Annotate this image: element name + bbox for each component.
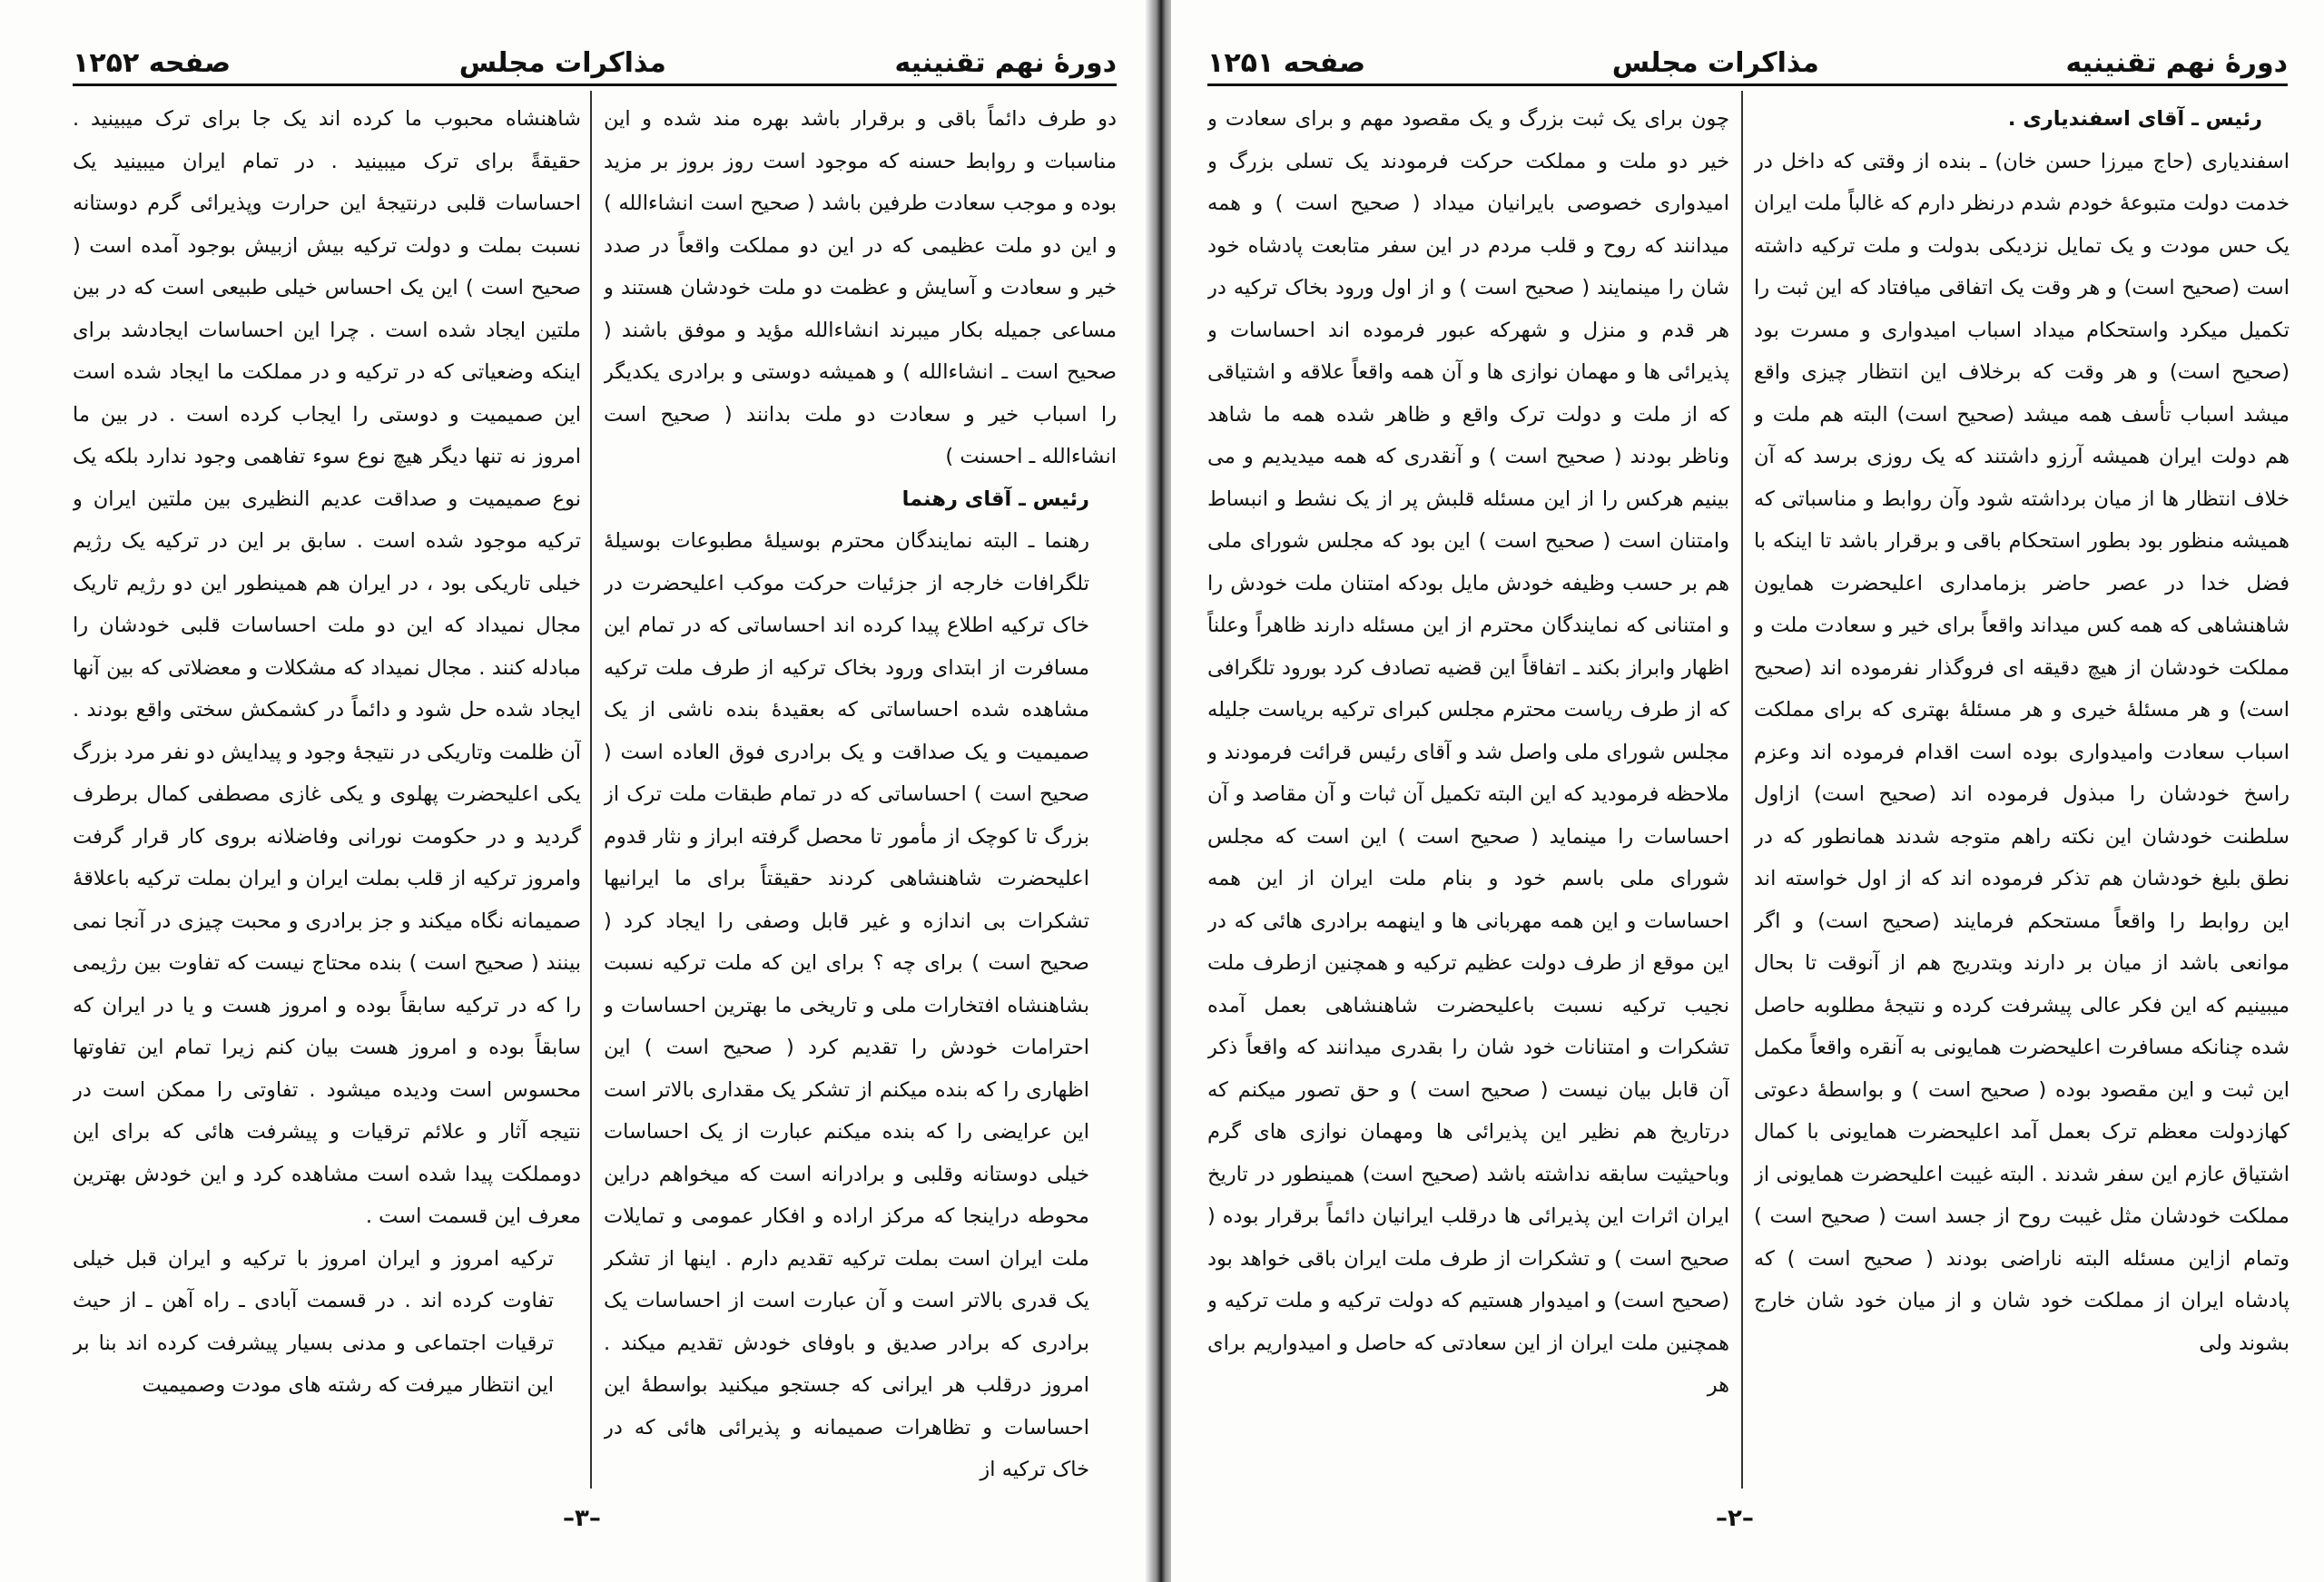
right-page-left-column	[1207, 98, 1729, 1487]
right-page-title: مذاکرات مجلس	[1611, 46, 1819, 79]
left-page	[0, 0, 1151, 1582]
right-page-label: صفحه ۱۲۵۱	[1207, 46, 1366, 79]
right-page	[1171, 0, 2324, 1582]
paragraph: اسفندیاری (حاج میرزا حسن خان) ـ بنده از وقتی که داخل در خدمت دولت متبوعهٔ خودم شدم درنظر دارم که غالباً ملت ایران یک حس مودت و یک تمایل نزدیکی بدولت و ملت ترکیه داشته است (صحیح است) و هر وقت یک اتفاقی میافتاد که این ثبت را تکمیل میکرد واستحکام میداد اسباب امیدواری و مسرت بود (صحیح است) و هر وقت که برخلاف این انتظار چیزی واقع میشد اسباب تأسف همه میشد (صحیح است) البته هم ملت و هم دولت ایران همیشه آرزو داشتند که یک روزی برسد که آن خلاف انتظار ها از میان برداشته شود وآن روابط و مناسباتی که همیشه منظور بود بطور استحکام باقی و برقرار باشد تا اینکه با فضل خدا در عصر حاضر بزمامداری اعلیحضرت همایون شاهنشاهی که همه کس میداند واقعاً برای خیر و سعادت ملت و مملکت خودشان از هیچ دقیقه ای فروگذار نفرموده اند (صحیح است) و هر مسئلهٔ خیری و هر مسئلهٔ بهتری که برای مملکت اسباب سعادت وامیدواری بوده است اقدام فرموده اند وعزم راسخ خودشان را مبذول فرموده اند (صحیح است) ازاول سلطنت خودشان این نکته راهم متوجه شدند همانطور که در نطق بلیغ خودشان هم تذکر فرموده اند که از اول خواسته اند این روابط را واقعاً مستحکم فرمایند (صحیح است) و اگر موانعی باشد از میان بر دارند وبتدریج هم از آنوقت تا بحال میبینیم که این فکر عالی پیشرفت کرده و نتیجهٔ مطلوبه حاصل شده چنانکه مسافرت اعلیحضرت همایونی به آنقره واقعاً مکمل این ثبت و این مقصود بوده ( صحیح است ) و بواسطهٔ دعوتی کهازدولت معظم ترک بعمل آمد اعلیحضرت همایونی با کمال اشتیاق عازم این سفر شدند . البته غیبت اعلیحضرت همایونی از مملکت خودشان مثل غیبت روح از جسد است ( صحیح است ) وتمام ازاین مسئله البته ناراضی بودند ( صحیح است ) که پادشاه ایران از مملکت خود شان و از میان خود شان خارج بشوند ولی	[1754, 149, 2290, 1355]
right-column-divider	[1741, 91, 1743, 1489]
paragraph: شاهنشاه محبوب ما کرده اند یک جا برای ترک میبینید . حقیقةً برای ترک میبینید . در تمام ایران میبینید یک احساسات قلبی درنتیجهٔ این حرارت وپذیرائی گرم دوستانه نسبت بملت و دولت ترکیه بیش ازبیش بوجود آمده است ( صحیح است ) این یک احساس خیلی طبیعی است که در بین ملتین ایجاد شده است . چرا این احساسات ایجادشد برای اینکه وضعیاتی که در ترکیه و در مملکت ما ایجاد شده است این صمیمیت و دوستی را ایجاب کرده است . در بین ما امروز نه تنها دیگر هیچ نوع سوء تفاهمی وجود ندارد بلکه یک نوع صمیمیت و صداقت عدیم النظیری بین ملتین ایران و ترکیه موجود شده است . سابق بر این در ترکیه یک رژیم خیلی تاریکی بود ، در ایران هم همینطور این دو رژیم تاریک مجال نمیداد که این دو ملت احساسات قلبی خودشان را مبادله کنند . مجال نمیداد که مشکلات و معضلاتی که بین آنها ایجاد شده حل شود و دائماً در کشمکش سختی واقع بودند . آن ظلمت وتاریکی در نتیجهٔ وجود و پیدایش دو نفر مرد بزرگ یکی اعلیحضرت پهلوی و یکی غازی مصطفی کمال برطرف گردید و در حکومت نورانی وفاضلانه بروی کار قرار گرفت وامروز ترکیه از قلب بملت ایران و ایران بملت ترکیه باعلاقهٔ صمیمانه نگاه میکند و جز برادری و محبت چیزی در آنجا نمی بینند ( صحیح است ) بنده محتاج نیست که تفاوت بین رژیمی را که در ترکیه سابقاً بوده و امروز هست و یا در ایران که سابقاً بوده و امروز هست بیان کنم زیرا تمام این تفاوتها محسوس است ودیده میشود . تفاوتی را ممکن است در نتیجه آثار و علائم ترقیات و پیشرفت هائی که برای این دومملکت پیدا شده است مشاهده کرد و این خودش بهترین معرف این قسمت است .	[73, 107, 581, 1228]
paragraph: دو طرف دائماً باقی و برقرار باشد بهره مند شده و این مناسبات و روابط حسنه که موجود است روز بروز بر مزید بوده و موجب سعادت طرفین باشد ( صحیح است انشاءالله ) و این دو ملت عظیمی که در این دو مملکت واقعاً در صدد خیر و سعادت و آسایش و عظمت دو ملت خودشان هستند و مساعی جمیله بکار میبرند انشاءالله مؤید و موفق باشند ( صحیح است ـ انشاءالله ) و همیشه دوستی و برادری یکدیگر را اسباب خیر و سعادت دو ملت بدانند ( صحیح است انشاءالله ـ احسنت )	[604, 107, 1117, 468]
left-page-left-column	[73, 98, 581, 1487]
right-page-number: –۲–	[1716, 1505, 1754, 1532]
right-header-rule	[1207, 84, 2288, 86]
paragraph: چون برای یک ثبت بزرگ و یک مقصود مهم و برای سعادت و خیر دو ملت و مملکت حرکت فرمودند یک تسلی بزرگ و امیدواری خصوصی بایرانیان میداد ( صحیح است ) و همه میدانند که روح و قلب مردم در این سفر متابعت پادشاه خود شان را مینمایند ( صحیح است ) و از اول ورود بخاک ترکیه در هر قدم و منزل و شهرکه عبور فرموده اند احساسات و پذیرائی ها و مهمان نوازی ها و آن همه واقعاً علاقه و اشتیاقی که از ملت و دولت ترک واقع و ظاهر شده همه ما شاهد وناظر بودند ( صحیح است ) و آنقدری که همه میدیدیم و می بینیم هرکس را از این مسئله قلبش پر از یک نشط و انبساط وامتنان است ( صحیح است ) این بود که مجلس شورای ملی هم بر حسب وظیفه خودش مایل بودکه امتنان ملت خودش را و امتنانی که نمایندگان محترم از این مسئله دارند ظاهراً وعلناً اظهار وابراز بکند ـ اتفاقاً این قضیه تصادف کرد بورود تلگرافی که از طرف ریاست محترم مجلس کبرای ترکیه بریاست جلیله مجلس شورای ملی واصل شد و آقای رئیس قرائت فرمودند و ملاحظه فرمودید که این البته تکمیل آن ثبات و آن مقاصد و آن احساسات را مینماید ( صحیح است ) این است که مجلس شورای ملی باسم خود و بنام ملت ایران از این همه احساسات و این همه مهربانی ها و اینهمه برادری هائی که در این موقع از طرف دولت عظیم ترکیه و همچنین ازطرف ملت نجیب ترکیه نسبت باعلیحضرت شاهنشاهی بعمل آمده تشکرات و امتنانات خود شان را بقدری میدانند که واقعاً ذکر آن قابل بیان نیست ( صحیح است ) و حق تصور میکنم که درتاریخ هم نظیر این پذیرائی ها ومهمان نوازی های گرم وباحیثیت سابقه نداشته باشد (صحیح است) همینطور در تاریخ ایران اثرات این پذیرائی ها درقلب ایرانیان دائماً برقرار بوده ( صحیح است ) و تشکرات از طرف ملت ایران باقی خواهد بود (صحیح است) و امیدوار هستیم که دولت ترکیه و ملت ترکیه و همچنین ملت ایران از این سعادتی که حاصل و امیدواریم برای هر	[1207, 107, 1729, 1397]
right-session-label: دورهٔ نهم تقنینیه	[2065, 46, 2288, 79]
left-page-number: –۳–	[563, 1505, 601, 1532]
right-page-right-column	[1754, 98, 2290, 1487]
left-header-rule	[73, 84, 1117, 86]
speaker-line: رئیس ـ آقای رهنما	[901, 486, 1089, 511]
speaker-line: رئیس ـ آقای اسفندیاری .	[2007, 107, 2262, 131]
left-page-label: صفحه ۱۲۵۲	[73, 46, 231, 79]
left-column-divider	[590, 91, 592, 1489]
left-session-label: دورهٔ نهم تقنینیه	[894, 46, 1117, 79]
left-page-title: مذاکرات مجلس	[458, 46, 666, 79]
left-page-header	[73, 44, 1117, 82]
left-page-right-column	[604, 98, 1117, 1487]
paragraph: رهنما ـ البته نمایندگان محترم بوسیلهٔ مطبوعات بوسیلهٔ تلگرافات خارجه از جزئیات حرکت موکب اعلیحضرت در خاک ترکیه اطلاع پیدا کرده اند احساساتی که در تمام این مسافرت از ابتدای ورود بخاک ترکیه از طرف ملت ترکیه مشاهده شده احساساتی که بعقیدهٔ بنده ناشی از یک صمیمیت و یک صداقت و یک برادری فوق العاده است ( صحیح است ) احساساتی که در تمام طبقات ملت ترک از بزرگ تا کوچک از مأمور تا محصل گرفته ابراز و نثار قدوم اعلیحضرت شاهنشاهی کردند حقیقتاً برای ما ایرانیها تشکرات بی اندازه و غیر قابل وصفی را ایجاد کرد ( صحیح است ) برای چه ؟ برای این که ملت ترکیه نسبت بشاهنشاه افتخارات ملی و تاریخی ما بهترین احساسات و احترامات خودش را تقدیم کرد ( صحیح است ) این اظهاری را که بنده میکنم از تشکر یک مقداری بالاتر است این عرایضی را که بنده میکنم عبارت از یک احساسات خیلی دوستانه وقلبی و برادرانه است که میخواهم دراین محوطه دراینجا که مرکز اراده و افکار عمومی و تمایلات ملت ایران است بملت ترکیه تقدیم دارم . اینها از تشکر یک قدری بالاتر است و آن عبارت است از احساسات یک برادری که برادر صدیق و باوفای خودش تقدیم میکند . امروز درقلب هر ایرانی که جستجو میکنید بواسطهٔ این احساسات و تظاهرات صمیمانه و پذیرائی هائی که در خاک ترکیه از	[604, 529, 1089, 1481]
right-page-header	[1207, 44, 2288, 82]
paragraph: ترکیه امروز و ایران امروز با ترکیه و ایران قبل خیلی تفاوت کرده اند . در قسمت آبادی ـ راه آهن ـ از حیث ترقیات اجتماعی و مدنی بسیار پیشرفت کرده اند بنا بر این انتظار میرفت که رشته های مودت وصمیمیت	[73, 1246, 554, 1397]
